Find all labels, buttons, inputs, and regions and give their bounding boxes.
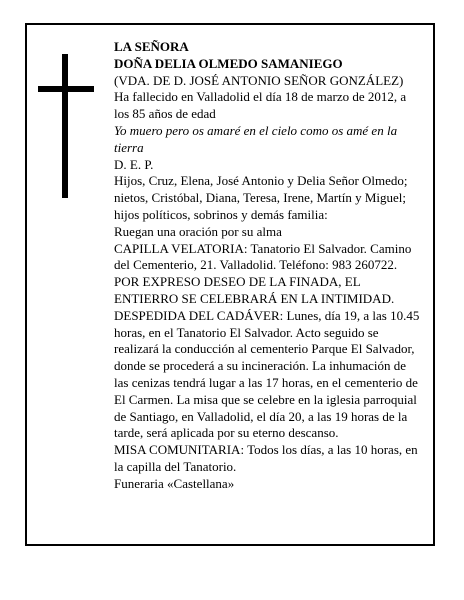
express-wish: POR EXPRESO DESEO DE LA FINADA, EL ENTIERRO SE CELEBRARÁ EN LA INTIMIDAD. <box>114 274 395 306</box>
farewell-info: DESPEDIDA DEL CADÁVER: Lunes, día 19, a las 10.45 horas, en el Tanatorio El Salvador. Acto seguido se realizará la conducción al cementerio Parque El Salvador, donde se procederá a su incineración. La inhumación de las cenizas tendrá lugar a las 17 horas, en el cementerio de El Carmen. La misa que se celebre en la iglesia parroquial de Santiago, en Valladolid, el día 20, a las 19 horas de la tarde, será aplicada por su eterno descanso. <box>114 307 420 441</box>
obituary-text <box>114 39 422 493</box>
quote: Yo muero pero os amaré en el cielo como os amé en la tierra <box>114 122 398 155</box>
prayer-request: Ruegan una oración por su alma <box>114 223 282 239</box>
funeral-home: Funeraria «Castellana» <box>114 475 235 491</box>
cross-horizontal-bar <box>38 86 94 92</box>
community-mass: MISA COMUNITARIA: Todos los días, a las 10 horas, en la capilla del Tanatorio. <box>114 442 418 474</box>
death-info: Ha fallecido en Valladolid el día 18 de marzo de 2012, a los 85 años de edad <box>114 89 407 122</box>
family-list: Hijos, Cruz, Elena, José Antonio y Delia Señor Olmedo; nietos, Cristóbal, Diana, Teresa, Irene, Martín y Miguel; hijos políticos, sobrinos y demás familia: <box>114 173 408 222</box>
cross-vertical-bar <box>62 54 68 198</box>
dep-line: D. E. P. <box>114 156 154 172</box>
chapel-info: CAPILLA VELATORIA: Tanatorio El Salvador. Camino del Cementerio, 21. Valladolid. Teléfono: 983 260722. <box>114 240 412 273</box>
deceased-name: DOÑA DELIA OLMEDO SAMANIEGO <box>114 55 343 71</box>
notice-title: LA SEÑORA <box>114 39 189 54</box>
widow-of-line: (VDA. DE D. JOSÉ ANTONIO SEÑOR GONZÁLEZ) <box>114 72 404 88</box>
